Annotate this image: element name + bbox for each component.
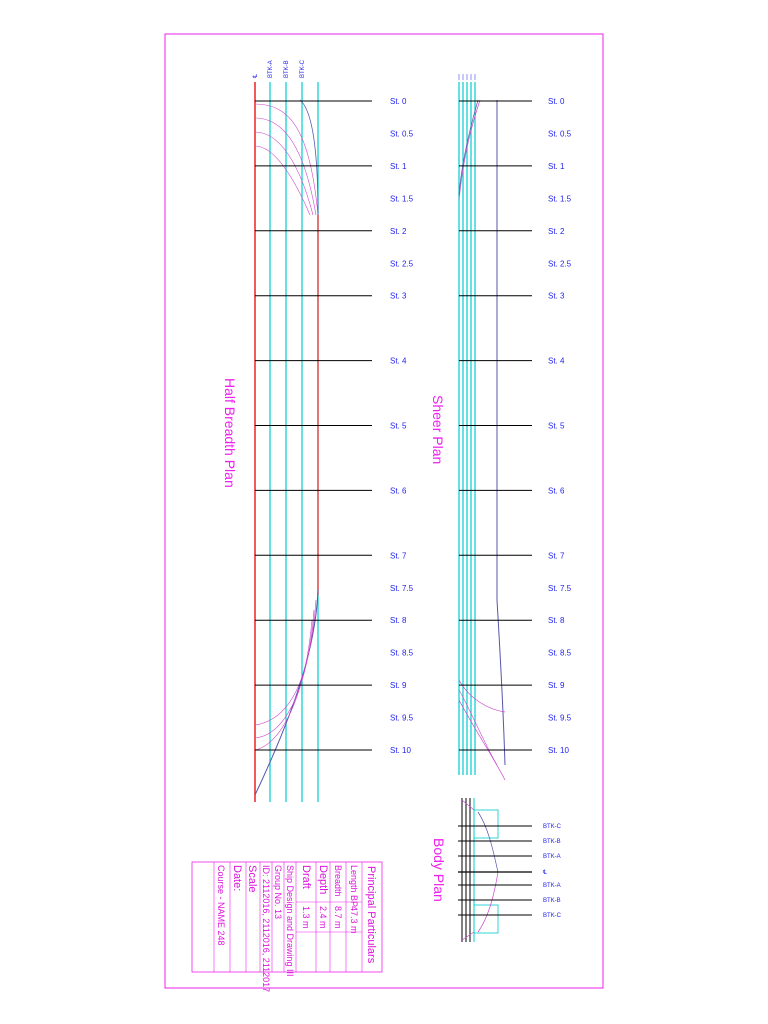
tb-course-name: Ship Design and Drawing III bbox=[285, 865, 295, 977]
sheer-station-label-8: St. 5 bbox=[548, 421, 565, 431]
sheer-station-label-11: St. 7.5 bbox=[548, 583, 572, 593]
half-breadth-station-label-8: St. 5 bbox=[390, 421, 407, 431]
half-breadth-title: Half Breadth Plan bbox=[222, 378, 238, 488]
tb-ids: ID: 2112016, 2112016, 2112017 bbox=[261, 865, 271, 993]
body-plan-title: Body Plan bbox=[431, 838, 447, 902]
sheer-station-label-4: St. 2 bbox=[548, 226, 565, 236]
half-breadth-station-label-10: St. 7 bbox=[390, 551, 407, 561]
body-plan-section-3 bbox=[462, 800, 474, 810]
sheer-plan bbox=[459, 74, 505, 780]
body-plan-labels bbox=[542, 824, 562, 919]
sheer-station-label-9: St. 6 bbox=[548, 486, 565, 496]
sheer-station-label-14: St. 9 bbox=[548, 681, 565, 691]
tb-row-3-label: Depth bbox=[317, 865, 329, 895]
half-breadth-station-label-15: St. 9.5 bbox=[390, 713, 414, 723]
body-plan-outline-bottom bbox=[474, 905, 498, 933]
title-block bbox=[192, 862, 382, 992]
sheer-station-label-2: St. 1 bbox=[548, 161, 565, 171]
body-plan-section-2 bbox=[478, 872, 498, 932]
tb-row-2-value: 8.7 m bbox=[333, 906, 343, 929]
tb-row-2-label: Breadth bbox=[333, 865, 343, 897]
half-breadth-station-label-16: St. 10 bbox=[390, 746, 411, 755]
half-breadth-station-label-5: St. 2.5 bbox=[390, 259, 414, 269]
half-breadth-station-label-2: St. 1 bbox=[390, 161, 407, 171]
sheer-station-label-6: St. 3 bbox=[548, 291, 565, 301]
body-plan-section-1 bbox=[478, 812, 498, 872]
half-breadth-plan bbox=[255, 82, 318, 802]
sheer-station-label-10: St. 7 bbox=[548, 551, 565, 561]
tb-row-1-label: Length BP bbox=[349, 865, 359, 908]
sheer-title: Sheer Plan bbox=[430, 395, 446, 465]
half-breadth-station-label-3: St. 1.5 bbox=[390, 194, 414, 204]
half-breadth-station-label-4: St. 2 bbox=[390, 226, 407, 236]
half-breadth-station-label-12: St. 8 bbox=[390, 616, 407, 626]
sheer-station-label-7: St. 4 bbox=[548, 356, 565, 366]
tb-row-4-value: 1.3 m bbox=[301, 906, 311, 929]
body-label-btk-c-bottom: BTK-C bbox=[543, 913, 561, 919]
tb-row-1-value: 47.3 m bbox=[349, 906, 359, 934]
title-block-heading: Principal Particulars bbox=[365, 866, 377, 964]
buttock-label-cl: ℄ bbox=[253, 74, 259, 78]
sheer-station-label-5: St. 2.5 bbox=[548, 259, 572, 269]
sheer-station-label-3: St. 1.5 bbox=[548, 194, 572, 204]
body-label-btk-c-top: BTK-C bbox=[543, 824, 561, 830]
sheer-stern-buttock-2 bbox=[459, 700, 505, 780]
stern-waterline-2 bbox=[255, 610, 314, 738]
body-plan-outline-top bbox=[474, 810, 498, 838]
half-breadth-station-label-13: St. 8.5 bbox=[390, 648, 414, 658]
tb-course: Course - NAME 248 bbox=[216, 865, 226, 946]
half-breadth-station-label-14: St. 9 bbox=[390, 681, 407, 691]
sheer-station-label-0: St. 0 bbox=[548, 97, 565, 106]
sheer-bow-profile-1 bbox=[459, 100, 480, 200]
sheer-station-label-13: St. 8.5 bbox=[548, 648, 572, 658]
body-label-btk-a-bottom: BTK-A bbox=[543, 883, 561, 889]
tb-row-3-value: 2.4 m bbox=[318, 906, 328, 929]
sheer-stern-profile bbox=[497, 600, 505, 765]
tb-row-4-label: Draft bbox=[300, 865, 312, 889]
sheer-station-label-12: St. 8 bbox=[548, 616, 565, 626]
sheer-station-label-1: St. 0.5 bbox=[548, 129, 572, 139]
body-label-btk-b-bottom: BTK-B bbox=[543, 898, 561, 904]
tb-date: Date: bbox=[231, 865, 243, 892]
sheer-station-label-15: St. 9.5 bbox=[548, 713, 572, 723]
buttock-label-c: BTK-C bbox=[300, 60, 306, 78]
half-breadth-station-label-9: St. 6 bbox=[390, 486, 407, 496]
buttock-labels-top bbox=[253, 59, 306, 79]
half-breadth-station-label-1: St. 0.5 bbox=[390, 129, 414, 139]
half-breadth-station-label-0: St. 0 bbox=[390, 97, 407, 106]
bow-deck-line bbox=[300, 100, 318, 215]
body-plan-section-4 bbox=[462, 932, 474, 940]
half-breadth-station-label-11: St. 7.5 bbox=[390, 583, 414, 593]
buttock-label-a: BTK-A bbox=[268, 60, 274, 78]
buttock-label-b: BTK-B bbox=[284, 60, 290, 78]
sheer-top-ticks bbox=[459, 74, 475, 80]
body-label-cl: ℄ bbox=[543, 870, 547, 876]
tb-scale: Scale bbox=[246, 865, 258, 893]
tb-group: Group No. 13 bbox=[273, 865, 283, 920]
half-breadth-station-label-6: St. 3 bbox=[390, 291, 407, 301]
half-breadth-station-label-7: St. 4 bbox=[390, 356, 407, 366]
body-label-btk-a-top: BTK-A bbox=[543, 854, 561, 860]
sheet-border bbox=[165, 34, 603, 988]
body-plan bbox=[458, 798, 532, 942]
sheer-station-label-16: St. 10 bbox=[548, 746, 569, 755]
body-label-btk-b-top: BTK-B bbox=[543, 839, 561, 845]
